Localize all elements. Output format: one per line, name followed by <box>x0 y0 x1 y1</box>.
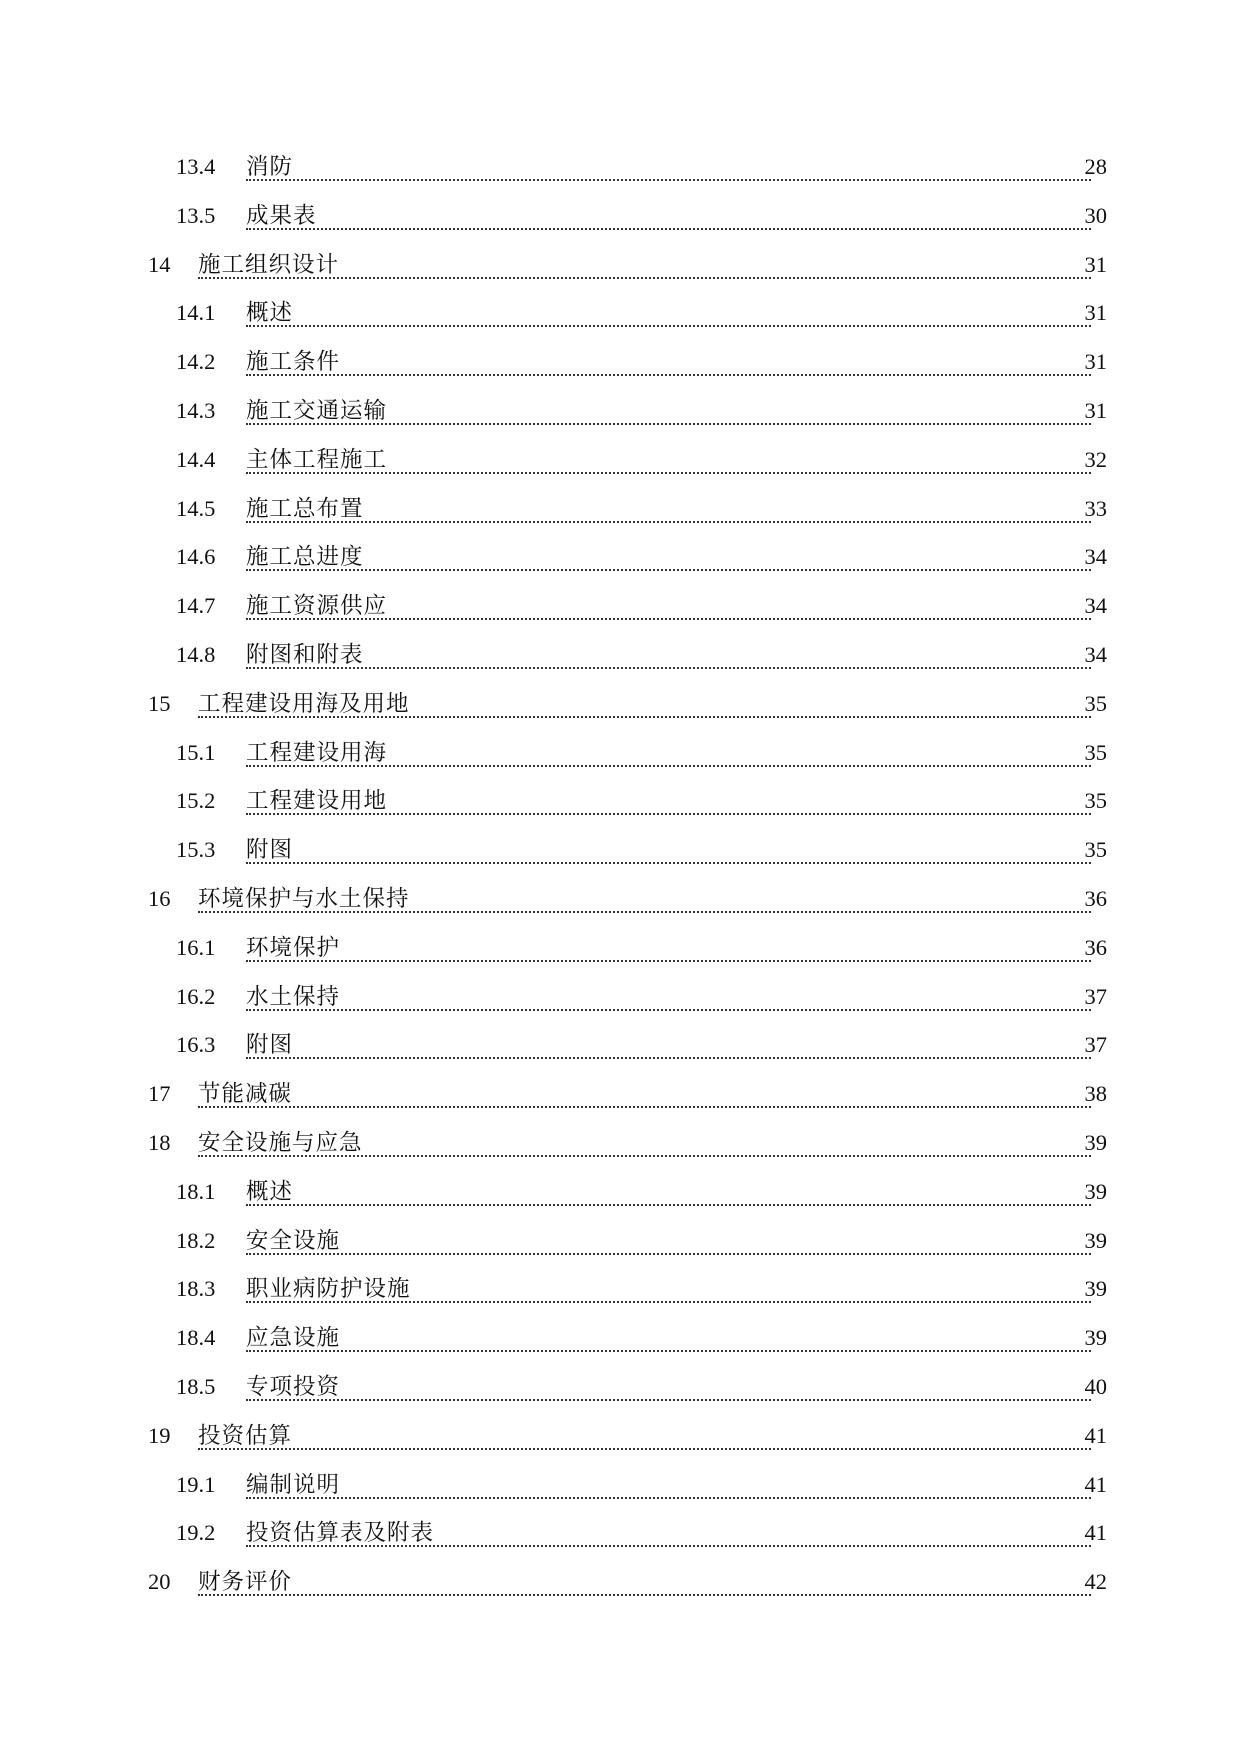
section-number: 18.1 <box>176 1178 216 1204</box>
page-number: 34 <box>1077 643 1107 667</box>
section-number: 14.5 <box>176 495 216 521</box>
section-number: 16.3 <box>176 1032 216 1058</box>
toc-entry[interactable] <box>0 533 1241 582</box>
page-number: 32 <box>1077 448 1107 472</box>
dot-leader <box>198 1570 1091 1596</box>
toc-entry[interactable] <box>0 289 1241 338</box>
section-title: 水土保持 <box>246 985 344 1009</box>
toc-entry[interactable] <box>0 485 1241 534</box>
section-title: 环境保护 <box>246 936 344 960</box>
page-number: 30 <box>1077 204 1107 228</box>
dot-leader <box>246 985 1091 1011</box>
section-title: 概述 <box>246 301 297 325</box>
section-number: 16.1 <box>176 934 216 960</box>
page-number: 31 <box>1077 399 1107 423</box>
page-number: 41 <box>1077 1424 1107 1448</box>
section-title: 主体工程施工 <box>246 448 391 472</box>
page-number: 41 <box>1077 1521 1107 1545</box>
toc-entry[interactable] <box>0 1509 1241 1558</box>
section-title: 附图和附表 <box>246 643 368 667</box>
dot-leader <box>246 936 1091 962</box>
section-number: 16.2 <box>176 983 216 1009</box>
page-number: 35 <box>1077 741 1107 765</box>
toc-entry[interactable] <box>0 582 1241 631</box>
toc-entry[interactable] <box>0 1168 1241 1217</box>
section-number: 15.2 <box>176 788 216 814</box>
section-title: 附图 <box>246 1033 297 1057</box>
dot-leader <box>246 643 1091 669</box>
toc-entry[interactable] <box>0 436 1241 485</box>
section-title: 应急设施 <box>246 1326 344 1350</box>
section-number: 19 <box>148 1422 171 1448</box>
toc-entry[interactable] <box>0 1558 1241 1607</box>
toc-entry[interactable] <box>0 631 1241 680</box>
toc-entry[interactable] <box>0 1314 1241 1363</box>
dot-leader <box>246 1229 1091 1255</box>
toc-entry[interactable] <box>0 338 1241 387</box>
dot-leader <box>246 838 1091 864</box>
page-number: 31 <box>1077 350 1107 374</box>
toc-entry[interactable] <box>0 680 1241 729</box>
section-number: 14.7 <box>176 593 216 619</box>
section-title: 投资估算表及附表 <box>246 1521 438 1545</box>
dot-leader <box>198 1082 1091 1108</box>
section-title: 施工总布置 <box>246 497 368 521</box>
section-title: 投资估算 <box>198 1424 296 1448</box>
dot-leader <box>246 1326 1091 1352</box>
dot-leader <box>246 155 1091 181</box>
section-title: 财务评价 <box>198 1570 296 1594</box>
page-number: 34 <box>1077 594 1107 618</box>
section-number: 20 <box>148 1569 171 1595</box>
page-number: 33 <box>1077 497 1107 521</box>
section-title: 专项投资 <box>246 1375 344 1399</box>
section-number: 18.2 <box>176 1227 216 1253</box>
page-number: 39 <box>1077 1277 1107 1301</box>
toc-entry[interactable] <box>0 387 1241 436</box>
page-number: 42 <box>1077 1570 1107 1594</box>
toc-entry[interactable] <box>0 777 1241 826</box>
section-title: 职业病防护设施 <box>246 1277 415 1301</box>
toc-entry[interactable] <box>0 192 1241 241</box>
toc-entry[interactable] <box>0 1265 1241 1314</box>
section-title: 附图 <box>246 838 297 862</box>
section-number: 18.4 <box>176 1325 216 1351</box>
toc-entry[interactable] <box>0 1412 1241 1461</box>
dot-leader <box>246 1180 1091 1206</box>
page-number: 39 <box>1077 1131 1107 1155</box>
toc-entry[interactable] <box>0 826 1241 875</box>
page-number: 31 <box>1077 253 1107 277</box>
page-number: 36 <box>1077 887 1107 911</box>
section-number: 13.5 <box>176 202 216 228</box>
toc-entry[interactable] <box>0 875 1241 924</box>
dot-leader <box>246 1375 1091 1401</box>
dot-leader <box>246 1033 1091 1059</box>
page-number: 37 <box>1077 985 1107 1009</box>
section-title: 施工条件 <box>246 350 344 374</box>
section-number: 14 <box>148 251 171 277</box>
section-number: 16 <box>148 885 171 911</box>
page-number: 35 <box>1077 789 1107 813</box>
dot-leader <box>246 545 1091 571</box>
section-number: 19.2 <box>176 1520 216 1546</box>
page-number: 36 <box>1077 936 1107 960</box>
section-number: 14.2 <box>176 349 216 375</box>
section-title: 施工总进度 <box>246 545 368 569</box>
section-title: 编制说明 <box>246 1473 344 1497</box>
dot-leader <box>246 204 1091 230</box>
toc-entry[interactable] <box>0 729 1241 778</box>
toc-entry[interactable] <box>0 1461 1241 1510</box>
section-number: 14.6 <box>176 544 216 570</box>
section-title: 概述 <box>246 1180 297 1204</box>
toc-entry[interactable] <box>0 924 1241 973</box>
dot-leader <box>246 301 1091 327</box>
toc-entry[interactable] <box>0 1070 1241 1119</box>
section-title: 消防 <box>246 155 297 179</box>
page-number: 39 <box>1077 1229 1107 1253</box>
section-number: 17 <box>148 1081 171 1107</box>
page-number: 35 <box>1077 838 1107 862</box>
section-number: 15 <box>148 690 171 716</box>
page-number: 38 <box>1077 1082 1107 1106</box>
section-title: 成果表 <box>246 204 321 228</box>
section-number: 15.1 <box>176 739 216 765</box>
toc-entry[interactable] <box>0 1119 1241 1168</box>
section-title: 安全设施与应急 <box>198 1131 367 1155</box>
section-title: 施工交通运输 <box>246 399 391 423</box>
toc-entry[interactable] <box>0 1217 1241 1266</box>
toc-entry[interactable] <box>0 973 1241 1022</box>
section-number: 14.3 <box>176 397 216 423</box>
toc-entry[interactable] <box>0 1363 1241 1412</box>
section-number: 19.1 <box>176 1471 216 1497</box>
dot-leader <box>246 1473 1091 1499</box>
dot-leader <box>198 1424 1091 1450</box>
page-number: 39 <box>1077 1326 1107 1350</box>
section-number: 18.5 <box>176 1373 216 1399</box>
section-title: 工程建设用地 <box>246 789 391 813</box>
page-number: 35 <box>1077 692 1107 716</box>
section-number: 13.4 <box>176 154 216 179</box>
section-title: 施工组织设计 <box>198 253 343 277</box>
page-number: 28 <box>1077 155 1107 179</box>
section-number: 14.8 <box>176 641 216 667</box>
page-number: 41 <box>1077 1473 1107 1497</box>
page-number: 31 <box>1077 301 1107 325</box>
page-number: 39 <box>1077 1180 1107 1204</box>
section-title: 工程建设用海 <box>246 741 391 765</box>
section-title: 施工资源供应 <box>246 594 391 618</box>
section-title: 节能减碳 <box>198 1082 296 1106</box>
table-of-contents <box>0 143 1241 1607</box>
section-title: 环境保护与水土保持 <box>198 887 414 911</box>
page-number: 34 <box>1077 545 1107 569</box>
section-number: 14.1 <box>176 300 216 326</box>
toc-entry[interactable] <box>0 1021 1241 1070</box>
section-number: 18 <box>148 1129 171 1155</box>
section-number: 15.3 <box>176 837 216 863</box>
section-title: 安全设施 <box>246 1229 344 1253</box>
toc-entry[interactable] <box>0 241 1241 290</box>
dot-leader <box>246 350 1091 376</box>
page-number: 37 <box>1077 1033 1107 1057</box>
toc-entry[interactable] <box>0 143 1241 192</box>
page-number: 40 <box>1077 1375 1107 1399</box>
section-title: 工程建设用海及用地 <box>198 692 414 716</box>
section-number: 14.4 <box>176 446 216 472</box>
dot-leader <box>246 497 1091 523</box>
section-number: 18.3 <box>176 1276 216 1302</box>
